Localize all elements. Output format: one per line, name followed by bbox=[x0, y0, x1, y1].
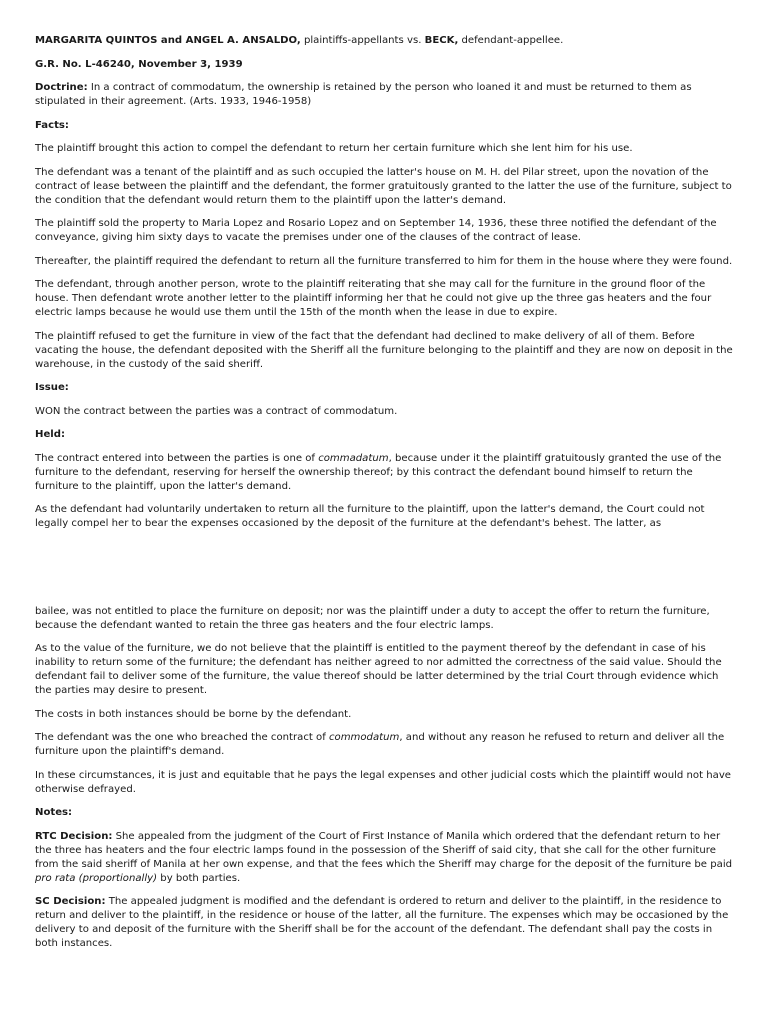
doctrine-paragraph bbox=[35, 81, 735, 109]
doctrine-label: Doctrine: bbox=[35, 82, 88, 93]
held-paragraph: The costs in both instances should be borne by the defendant. bbox=[35, 708, 352, 720]
sc-decision: SC Decision: The appealed judgment is modified and the defendant is ordered to return and deliver to the plaintiff, in the residence to return and deliver to the plaintiff, in the residence or house of the latter, all the furniture. The expenses which may be occasioned by the delivery to and deposit of the furniture with the Sheriff shall be for the account of the defendant. The defendant shall pay the costs in both instances. bbox=[35, 896, 729, 949]
case-number: G.R. No. L-46240, November 3, 1939 bbox=[35, 58, 243, 70]
facts-paragraph: The plaintiff sold the property to Maria Lopez and Rosario Lopez and on September 14, 1936, these three notified the defendant of the conveyance, giving him sixty days to vacate the premises under one of the clauses of the contract of lease. bbox=[35, 218, 717, 243]
issue-heading: Issue: bbox=[35, 382, 69, 393]
facts-paragraph: The defendant was a tenant of the plaintiff and as such occupied the latter's house on M. H. del Pilar street, upon the novation of the contract of lease between the plaintiff and the defendant, the former gratuitously granted to the latter the use of the furniture, subject to the condition that the defendant would return them to the plaintiff upon the latter's demand. bbox=[35, 166, 732, 206]
defendant-name: BECK, bbox=[424, 35, 459, 46]
page-break-gap bbox=[35, 541, 735, 605]
sc-label: SC Decision: bbox=[35, 896, 106, 907]
doctrine-text: In a contract of commodatum, the ownership is retained by the person who loaned it and must be returned to them as stipulated in their agreement. (Arts. 1933, 1946-1958) bbox=[35, 82, 692, 107]
plaintiffs-names: MARGARITA QUINTOS and ANGEL A. ANSALDO, bbox=[35, 35, 301, 46]
held-paragraph: As to the value of the furniture, we do not believe that the plaintiff is entitled to the payment thereof by the defendant in case of his inability to return some of the furniture; the defendant has neither agreed to nor admitted the correctness of the said value. Should the defendant fail to deliver some of the furniture, the value thereof should be latter determined by the trial Court through evidence which the parties may desire to present. bbox=[35, 643, 722, 696]
facts-paragraph: The plaintiff refused to get the furniture in view of the fact that the defendant had declined to make delivery of all of them. Before vacating the house, the defendant deposited with the Sheriff all the furniture belonging to the plaintiff and they are now on deposit in the warehouse, in the custody of the said sheriff. bbox=[35, 330, 733, 370]
held-paragraph: The contract entered into between the parties is one of commadatum, because under it the plaintiff gratuitously granted the use of the furniture to the defendant, reserving for herself the ownership thereof; by this contract the defendant bound himself to return the furniture to the plaintiff, upon the latter's demand. bbox=[35, 452, 722, 492]
held-heading: Held: bbox=[35, 429, 66, 440]
held-paragraph: As the defendant had voluntarily undertaken to return all the furniture to the plaintiff, upon the latter's demand, the Court could not legally compel her to bear the expenses occasioned by the deposit of the furniture at the defendant's behest. The latter, as bbox=[35, 504, 705, 529]
notes-heading: Notes: bbox=[35, 807, 73, 818]
rtc-decision: RTC Decision: She appealed from the judgment of the Court of First Instance of Manila which ordered that the defendant return to her the three has heaters and the four electric lamps found in the possession of the Sheriff of said city, that she call for the other furniture from the said sheriff of Manila at her own expense, and that the fees which the Sheriff may charge for the deposit of the furniture be paid pro rata (proportionally) by both parties. bbox=[35, 830, 733, 884]
held-paragraph: bailee, was not entitled to place the furniture on deposit; nor was the plaintiff under a duty to accept the offer to return the furniture, because the defendant wanted to retain the three gas heaters and the four electric lamps. bbox=[35, 605, 710, 631]
held-paragraph: In these circumstances, it is just and equitable that he pays the legal expenses and other judicial costs which the plaintiff would not have otherwise defrayed. bbox=[35, 769, 732, 795]
plaintiffs-role: plaintiffs-appellants vs. bbox=[300, 35, 425, 46]
held-paragraph: The defendant was the one who breached the contract of commodatum, and without any reason he refused to return and deliver all the furniture upon the plaintiff's demand. bbox=[35, 732, 725, 757]
facts-heading: Facts: bbox=[35, 119, 69, 131]
facts-paragraph: Thereafter, the plaintiff required the defendant to return all the furniture transferred to him for them in the house where they were found. bbox=[35, 255, 733, 267]
case-title bbox=[35, 34, 735, 48]
facts-paragraph: The defendant, through another person, wrote to the plaintiff reiterating that she may call for the furniture in the ground floor of the house. Then defendant wrote another letter to the plaintiff informing her that he could not give up the three gas heaters and the four electric lamps because he would use them until the 15th of the month when the lease in due to expire. bbox=[35, 279, 712, 318]
facts-paragraph: The plaintiff brought this action to compel the defendant to return her certain furniture which she lent him for his use. bbox=[35, 143, 633, 154]
case-digest-document bbox=[35, 34, 735, 961]
issue-text: WON the contract between the parties was a contract of commodatum. bbox=[35, 405, 398, 417]
defendant-role: defendant-appellee. bbox=[458, 35, 564, 46]
rtc-label: RTC Decision: bbox=[35, 830, 113, 842]
